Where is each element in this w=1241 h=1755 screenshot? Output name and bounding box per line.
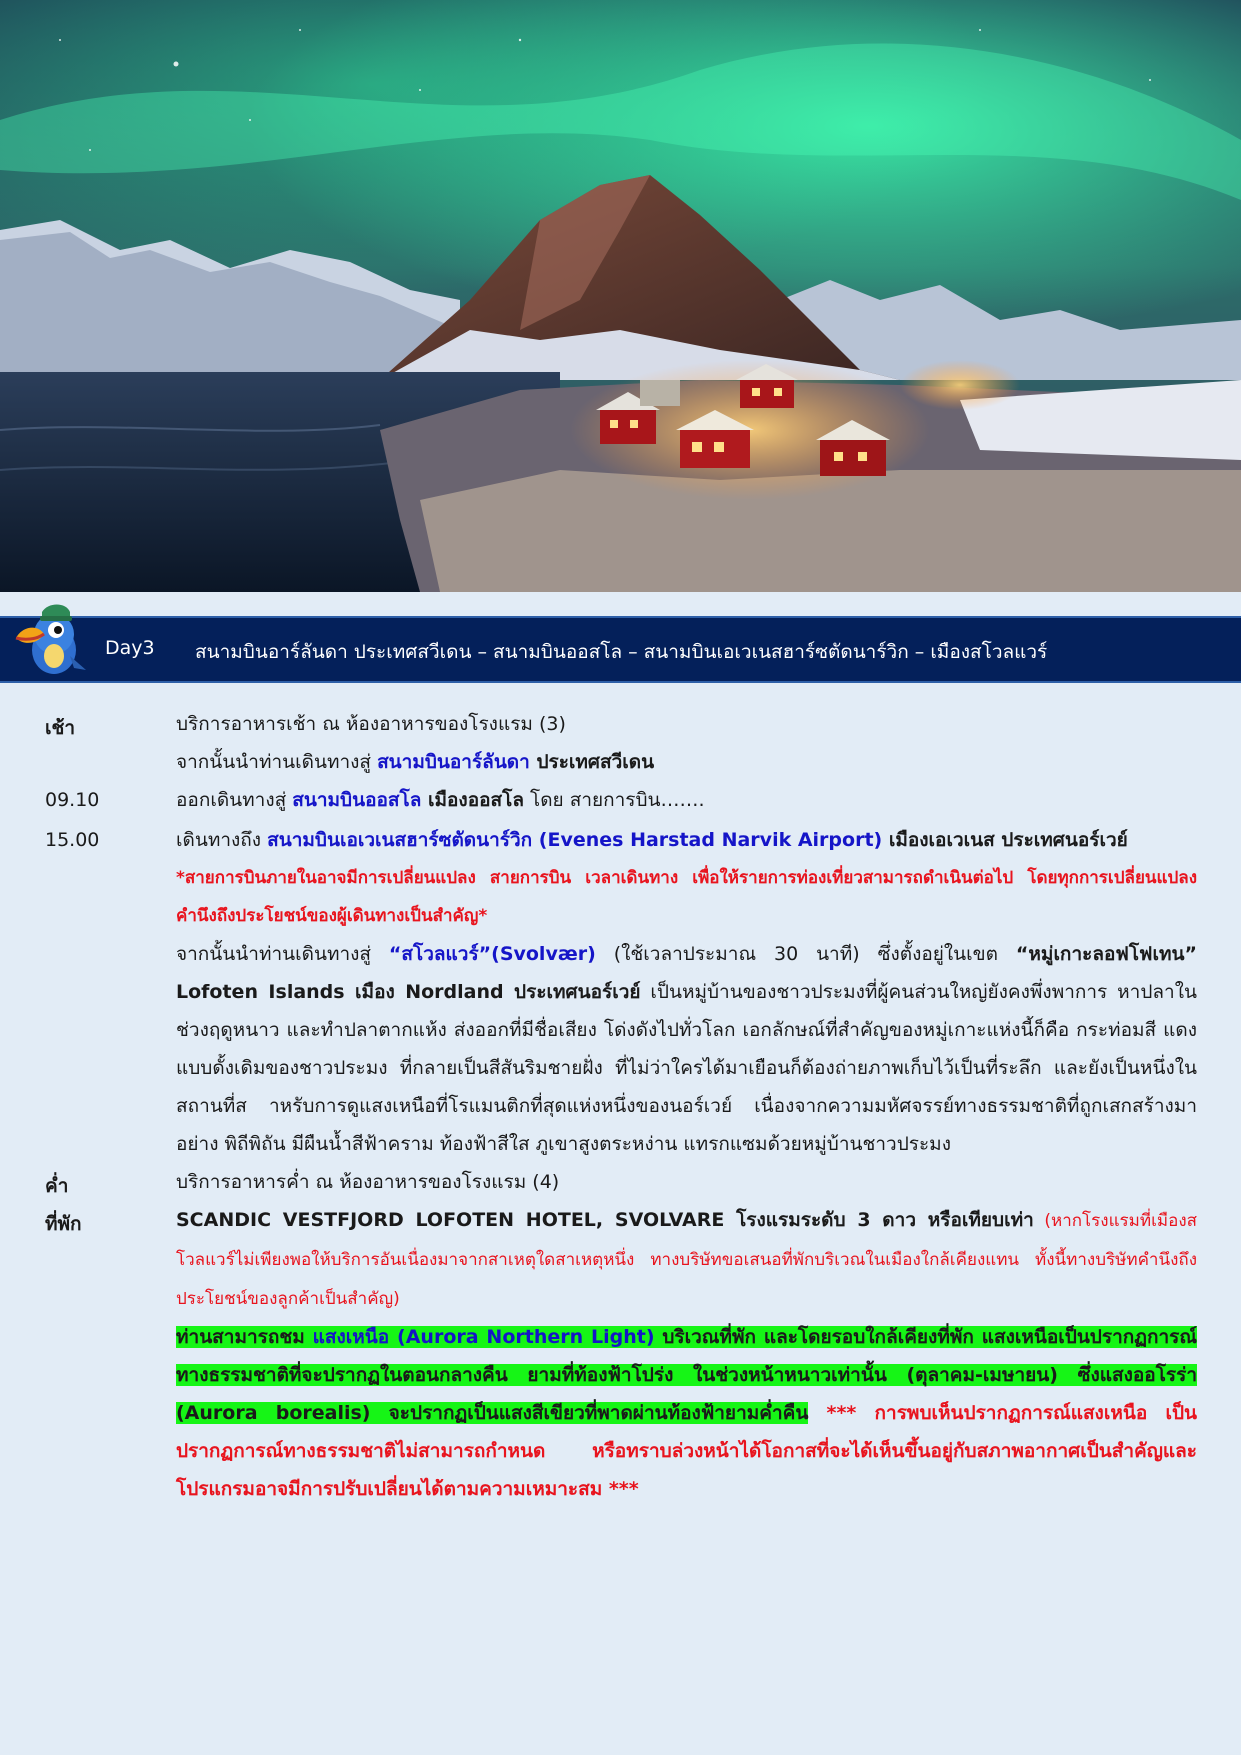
flight-change-warning: *สายการบินภายในอาจมีการเปลี่ยนแปลง สายการบิน เวลาเดินทาง เพื่อให้รายการท่องเที่ยวสามารถดำเนินต่อไป โดยทุกการเปลี่ยนแปลงคำนึงถึงประโยชน์ของผู้เดินทางเป็นสำคัญ* [176, 868, 1197, 926]
dinner-text: บริการอาหารค่ำ ณ ห้องอาหารของโรงแรม (4) [176, 1171, 560, 1193]
label-dinner: ค่ำ [45, 1175, 69, 1197]
row-dinner [0, 1163, 1241, 1201]
aurora-pre: ท่านสามารถชม [176, 1326, 313, 1348]
svolvaer-pre: จากนั้นนำท่านเดินทางสู่ [176, 943, 389, 965]
svolvaer-desc: เป็นหมู่บ้านของชาวประมงที่ผู้คนส่วนใหญ่ยังคงพึ่งพาการ หาปลาในช่วงฤดูหนาว และทำปลาตากแห้ง ส่งออกที่มีชื่อเสียง โด่งดังไปทั่วโลก เอกลักษณ์ที่สำคัญของหมู่เกาะแห่งนี้ก็คือ กระท่อมสี แดงแบบดั้งเดิมของชาวประมง ที่กลายเป็นสีสันริมชายฝั่ง ที่ไม่ว่าใครได้มาเยือนก็ต้องถ่ายภาพเก็บไว้เป็นที่ระลึก และยังเป็นหนึ่งใน สถานที่ส าหรับการดูแสงเหนือที่โรแมนติกที่สุดแห่งหนึ่งของนอร์เวย์ เนื่องจากความมหัศจรรย์ทางธรรมชาติที่ถูกเสกสร้างมาอย่าง พิถีพิถัน มีผืนน้ำสีฟ้าคราม ท้องฟ้าสีใส ภูเขาสูงตระหง่าน แทรกแซมด้วยหมู่บ้านชาวประมง [176, 981, 1197, 1155]
hotel-text [176, 1201, 1197, 1318]
row-0910 [0, 781, 1241, 819]
aurora-desc: บริเวณที่พัก และโดยรอบใกล้เคียงที่พัก แสงเหนือเป็นปรากฏการณ์ทางธรรมชาติที่จะปรากฏในตอนกลางคืน ยามที่ท้องฟ้าโปร่ง ในช่วงหน้าหนาวเท่านั้น (ตุลาคม-เมษายน) ซึ่งแสงออโรร่า (Aurora borealis) จะปรากฏเป็นแสงสีเขียวที่พาดผ่านท้องฟ้ายามค่ำคืน [176, 1326, 1198, 1424]
day-number: Day3 [105, 637, 155, 659]
t0910-pre: ออกเดินทางสู่ [176, 789, 293, 811]
row-morning [0, 705, 1241, 743]
toucan-mascot-icon [8, 594, 94, 680]
hero-photo [0, 0, 1241, 592]
row-1500 [0, 821, 1241, 935]
row-transfer [0, 743, 1241, 781]
time-0910: 09.10 [45, 789, 100, 811]
row-hotel [0, 1201, 1241, 1318]
t0910-text [176, 781, 1197, 819]
morning-text: บริการอาหารเช้า ณ ห้องอาหารของโรงแรม (3) [176, 713, 566, 735]
label-morning: เช้า [45, 717, 76, 739]
t0910-post: โดย สายการบิน……. [523, 789, 705, 811]
t1500-place: สนามบินเอเวเนสฮาร์ซตัดนาร์วิก (Evenes Harstad Narvik Airport) [267, 829, 883, 851]
transfer-text [176, 743, 1197, 781]
aurora-name: แสงเหนือ (Aurora Northern Light) [312, 1326, 655, 1348]
label-hotel: ที่พัก [45, 1213, 82, 1235]
time-1500: 15.00 [45, 829, 100, 851]
day-route: สนามบินอาร์ลันดา ประเทศสวีเดน – สนามบินออสโล – สนามบินเอเวเนสฮาร์ซตัดนาร์วิก – เมืองสโวลแวร์ [195, 641, 1048, 663]
t0910-place: สนามบินออสโล [292, 789, 422, 811]
svolvaer-area: “หมู่เกาะลอฟโฟเทน” Lofoten Islands เมือง Nordland ประเทศนอร์เวย์ [176, 943, 1197, 1003]
transfer-country: ประเทศสวีเดน [529, 751, 655, 773]
transfer-pre: จากนั้นนำท่านเดินทางสู่ [176, 751, 378, 773]
row-aurora [0, 1318, 1241, 1508]
hotel-note: (หากโรงแรมที่เมืองสโวลแวร์ไม่เพียงพอให้บริการอันเนื่องมาจากสาเหตุใดสาเหตุหนึ่ง ทางบริษัทขอเสนอที่พักบริเวณในเมืองใกล้เคียงแทน ทั้งนี้ทางบริษัทคำนึงถึงประโยชน์ของลูกค้าเป็นสำคัญ) [176, 1211, 1197, 1309]
t1500-text [176, 821, 1197, 859]
transfer-place: สนามบินอาร์ลันดา [377, 751, 530, 773]
aurora-text [176, 1318, 1197, 1508]
t1500-city: เมืองเอเวเนส ประเทศนอร์เวย์ [882, 829, 1128, 851]
itinerary [0, 705, 1241, 1508]
row-svolvaer [0, 935, 1241, 1163]
hotel-name: SCANDIC VESTFJORD LOFOTEN HOTEL, SVOLVARE โรงแรมระดับ 3 ดาว หรือเทียบเท่า [176, 1209, 1034, 1231]
svolvaer-text [176, 935, 1197, 1163]
aurora-warning: *** การพบเห็นปรากฏการณ์แสงเหนือ เป็นปรากฏการณ์ทางธรรมชาติไม่สามารถกำหนด หรือทราบล่วงหน้าได้โอกาสที่จะได้เห็นขึ้นอยู่กับสภาพอากาศเป็นสำคัญและโปรแกรมอาจมีการปรับเปลี่ยนได้ตามความเหมาะสม *** [176, 1402, 1197, 1500]
svolvaer-place: “สโวลแวร์”(Svolvær) [388, 943, 596, 965]
t1500-pre: เดินทางถึง [176, 829, 268, 851]
svolvaer-mid: (ใช้เวลาประมาณ 30 นาที) ซึ่งตั้งอยู่ในเขต [595, 943, 1016, 965]
day-banner [0, 616, 1241, 683]
t0910-city: เมืองออสโล [421, 789, 524, 811]
